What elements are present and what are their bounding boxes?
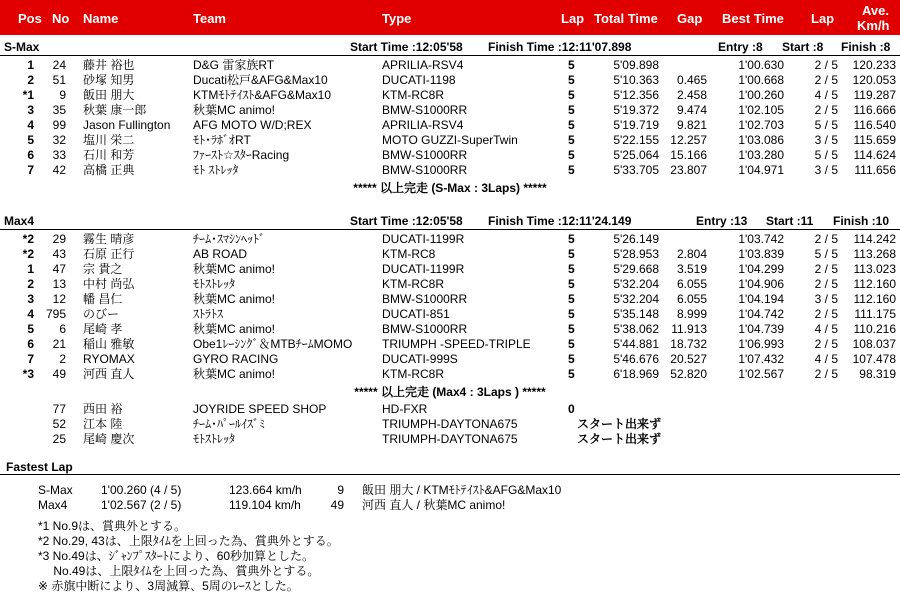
max4-section-title bbox=[0, 213, 900, 230]
team-name: ﾌｧｰｽﾄ☆ｽﾀｰRacing bbox=[193, 148, 290, 162]
team-name: ｽﾄﾗﾄｽ bbox=[193, 307, 224, 321]
team-name: JOYRIDE SPEED SHOP bbox=[193, 402, 327, 416]
machine-type: DUCATI-851 bbox=[382, 307, 450, 321]
machine-type: KTM-RC8R bbox=[382, 367, 444, 381]
no-cell: 795 bbox=[45, 307, 66, 321]
col-no: No bbox=[52, 11, 70, 26]
team-name: 秋葉MC animo! bbox=[193, 367, 276, 381]
ave-speed: 114.624 bbox=[853, 148, 896, 162]
total-time: 6'18.969 bbox=[613, 367, 659, 381]
rider-name: 石原 正行 bbox=[83, 247, 135, 261]
gap-cell: 9.474 bbox=[676, 103, 707, 117]
best-lap: 2 / 5 bbox=[814, 367, 838, 381]
no-cell: 49 bbox=[52, 367, 66, 381]
team-name: 秋葉MC animo! bbox=[193, 322, 276, 336]
best-time: 1'04.194 bbox=[738, 292, 784, 306]
table-row bbox=[0, 307, 900, 322]
team-name: AFG MOTO W/D;REX bbox=[193, 118, 312, 132]
col-lap: Lap bbox=[561, 11, 585, 26]
rider-name: 尾崎 孝 bbox=[83, 322, 123, 336]
no-cell: 29 bbox=[52, 232, 66, 246]
rider-name: 秋葉 康一郎 bbox=[83, 103, 147, 117]
laps-cell: 5 bbox=[568, 118, 575, 132]
table-row bbox=[0, 322, 900, 337]
ave-speed: 112.160 bbox=[853, 292, 896, 306]
best-lap: 2 / 5 bbox=[814, 262, 838, 276]
pos-cell: 3 bbox=[27, 292, 34, 306]
ave-speed: 113.268 bbox=[853, 247, 896, 261]
table-row bbox=[0, 352, 900, 367]
pos-cell: 2 bbox=[27, 277, 34, 291]
total-time: 5'09.898 bbox=[613, 58, 659, 72]
max4-class: Max4 bbox=[4, 214, 35, 228]
fastest-time: 1'00.260 (4 / 5) bbox=[101, 483, 182, 497]
total-time: 5'19.372 bbox=[613, 103, 659, 117]
machine-type: APRILIA-RSV4 bbox=[382, 118, 464, 132]
fastest-lap-title bbox=[0, 458, 900, 475]
ave-speed: 108.037 bbox=[852, 337, 896, 351]
fastest-row bbox=[0, 498, 900, 513]
status-cell: スタート出来ず bbox=[577, 432, 662, 446]
best-lap: 5 / 5 bbox=[814, 247, 838, 261]
no-cell: 42 bbox=[52, 163, 66, 177]
ave-speed: 116.540 bbox=[853, 118, 896, 132]
machine-type: BMW-S1000RR bbox=[382, 103, 468, 117]
gap-cell: 8.999 bbox=[676, 307, 707, 321]
table-row bbox=[0, 148, 900, 163]
pos-cell: 6 bbox=[27, 337, 34, 351]
laps-cell: 5 bbox=[568, 73, 575, 87]
team-name: ﾓﾄｽﾄﾚｯﾀ bbox=[193, 432, 236, 446]
rider-name: Jason Fullington bbox=[83, 118, 171, 132]
total-time: 5'38.062 bbox=[613, 322, 659, 336]
smax-complete-note: ***** 以上完走 (S-Max : 3Laps) ***** bbox=[353, 181, 547, 195]
gap-cell: 6.055 bbox=[676, 277, 707, 291]
pos-cell: *1 bbox=[22, 88, 34, 102]
total-time: 5'10.363 bbox=[613, 73, 659, 87]
no-cell: 2 bbox=[59, 352, 66, 366]
best-lap: 4 / 5 bbox=[814, 322, 838, 336]
fastest-speed: 119.104 km/h bbox=[229, 498, 301, 512]
footnote-line: *2 No.29, 43は、上限ﾀｲﾑを上回った為、賞典外とする。 bbox=[38, 534, 339, 548]
col-name: Name bbox=[83, 11, 119, 26]
max4-complete-note: ***** 以上完走 (Max4 : 3Laps ) ***** bbox=[354, 385, 546, 399]
machine-type: TRIUMPH-DAYTONA675 bbox=[382, 432, 518, 446]
gap-cell: 0.465 bbox=[676, 73, 707, 87]
gap-cell: 3.519 bbox=[676, 262, 707, 276]
table-row bbox=[0, 103, 900, 118]
machine-type: KTM-RC8R bbox=[382, 88, 444, 102]
footnote-line: ※ 赤旗中断により、3周減算、5周のﾚｰｽとした。 bbox=[38, 579, 299, 593]
no-cell: 32 bbox=[52, 133, 66, 147]
max4-entry: Entry :13 bbox=[696, 214, 748, 228]
pos-cell: *3 bbox=[22, 367, 34, 381]
laps-cell: 5 bbox=[568, 277, 575, 291]
pos-cell: 6 bbox=[27, 148, 34, 162]
team-name: AB ROAD bbox=[193, 247, 248, 261]
status-cell: スタート出来ず bbox=[577, 417, 662, 431]
fastest-speed: 123.664 km/h bbox=[229, 483, 302, 497]
col-team: Team bbox=[193, 11, 226, 26]
ave-speed: 113.023 bbox=[853, 262, 896, 276]
no-cell: 33 bbox=[52, 148, 66, 162]
col-gap: Gap bbox=[677, 11, 703, 26]
no-cell: 77 bbox=[52, 402, 66, 416]
gap-cell: 20.527 bbox=[670, 352, 707, 366]
no-cell: 51 bbox=[52, 73, 66, 87]
team-name: 秋葉MC animo! bbox=[193, 103, 276, 117]
best-time: 1'06.993 bbox=[738, 337, 784, 351]
machine-type: MOTO GUZZI-SuperTwin bbox=[382, 133, 518, 147]
ave-speed: 110.216 bbox=[853, 322, 896, 336]
no-cell: 25 bbox=[52, 432, 66, 446]
col-total-time: Total Time bbox=[594, 11, 658, 26]
footnote-line: *3 No.49は、ｼﾞｬﾝﾌﾟｽﾀｰﾄにより、60秒加算とした。 bbox=[38, 549, 315, 563]
ave-speed: 107.478 bbox=[852, 352, 896, 366]
best-lap: 2 / 5 bbox=[814, 232, 838, 246]
team-name: KTMﾓﾄﾃｲｽﾄ&AFG&Max10 bbox=[193, 88, 332, 102]
pos-cell: 7 bbox=[27, 163, 34, 177]
no-cell: 9 bbox=[59, 88, 66, 102]
best-time: 1'02.567 bbox=[738, 367, 784, 381]
pos-cell: 4 bbox=[27, 307, 34, 321]
rider-name: 石川 和芳 bbox=[83, 148, 135, 162]
rider-name: 砂塚 知男 bbox=[83, 73, 135, 87]
fastest-no: 9 bbox=[337, 483, 344, 497]
table-row bbox=[0, 163, 900, 178]
gap-cell: 2.458 bbox=[676, 88, 707, 102]
best-lap: 2 / 5 bbox=[814, 337, 838, 351]
rider-name: 藤井 裕也 bbox=[83, 58, 135, 72]
best-time: 1'02.703 bbox=[738, 118, 784, 132]
machine-type: DUCATI-1198 bbox=[382, 73, 456, 87]
rider-name: 塩川 栄二 bbox=[83, 133, 135, 147]
best-time: 1'00.630 bbox=[738, 58, 784, 72]
laps-cell: 5 bbox=[568, 148, 575, 162]
table-row bbox=[0, 337, 900, 352]
machine-type: BMW-S1000RR bbox=[382, 148, 468, 162]
table-row bbox=[0, 262, 900, 277]
total-time: 5'25.064 bbox=[613, 148, 659, 162]
rider-name: 宗 貴之 bbox=[83, 262, 123, 276]
best-lap: 3 / 5 bbox=[814, 133, 838, 147]
laps-cell: 5 bbox=[568, 262, 575, 276]
machine-type: APRILIA-RSV4 bbox=[382, 58, 464, 72]
laps-cell: 5 bbox=[568, 88, 575, 102]
team-name: ﾁｰﾑ･ﾊﾟｰﾙｲｽﾞﾐ bbox=[193, 417, 266, 431]
rider-name: 飯田 朋大 bbox=[83, 88, 135, 102]
table-row bbox=[0, 118, 900, 133]
max4-start-time: Start Time :12:05'58 bbox=[350, 214, 463, 228]
best-lap: 4 / 5 bbox=[814, 352, 838, 366]
gap-cell: 15.166 bbox=[670, 148, 707, 162]
total-time: 5'44.881 bbox=[613, 337, 659, 351]
best-time: 1'03.839 bbox=[738, 247, 784, 261]
smax-start: Start :8 bbox=[782, 40, 824, 54]
pos-cell: *2 bbox=[22, 247, 34, 261]
rider-name: 西田 裕 bbox=[83, 402, 123, 416]
team-name: ﾓﾄｽﾄﾚｯﾀ bbox=[193, 277, 236, 291]
no-cell: 24 bbox=[52, 58, 66, 72]
laps-cell: 5 bbox=[568, 292, 575, 306]
ave-speed: 114.242 bbox=[853, 232, 896, 246]
pos-cell: 3 bbox=[27, 103, 34, 117]
total-time: 5'32.204 bbox=[613, 292, 659, 306]
ave-speed: 119.287 bbox=[853, 88, 896, 102]
machine-type: KTM-RC8R bbox=[382, 277, 444, 291]
ave-speed: 120.053 bbox=[852, 73, 896, 87]
machine-type: BMW-S1000RR bbox=[382, 292, 468, 306]
no-cell: 12 bbox=[52, 292, 66, 306]
team-name: ﾓﾄ･ﾗﾎﾞｵRT bbox=[193, 133, 251, 147]
laps-cell: 5 bbox=[568, 352, 575, 366]
footnote-line: *1 No.9は、賞典外とする。 bbox=[38, 519, 187, 533]
rider-name: 中村 尚弘 bbox=[83, 277, 135, 291]
table-row bbox=[0, 292, 900, 307]
no-cell: 13 bbox=[52, 277, 66, 291]
smax-entry: Entry :8 bbox=[718, 40, 763, 54]
table-row bbox=[0, 58, 900, 73]
best-time: 1'02.105 bbox=[738, 103, 784, 117]
team-name: ﾓﾄ ｽﾄﾚｯﾀ bbox=[193, 163, 239, 177]
pos-cell: 1 bbox=[27, 58, 34, 72]
pos-cell: 5 bbox=[27, 322, 34, 336]
total-time: 5'32.204 bbox=[613, 277, 659, 291]
best-time: 1'00.260 bbox=[738, 88, 784, 102]
pos-cell: *2 bbox=[22, 232, 34, 246]
laps-cell: 5 bbox=[568, 337, 575, 351]
no-cell: 99 bbox=[52, 118, 66, 132]
laps-cell: 5 bbox=[568, 247, 575, 261]
pos-cell: 5 bbox=[27, 133, 34, 147]
smax-finish-time: Finish Time :12:11'07.898 bbox=[488, 40, 632, 54]
best-time: 1'03.086 bbox=[738, 133, 784, 147]
footnote-line: No.49は、上限ﾀｲﾑを上回った為、賞典外とする。 bbox=[38, 564, 320, 578]
gap-cell: 18.732 bbox=[670, 337, 707, 351]
rider-name: 江本 陸 bbox=[83, 417, 123, 431]
best-lap: 2 / 5 bbox=[814, 73, 838, 87]
team-name: 秋葉MC animo! bbox=[193, 292, 276, 306]
gap-cell: 9.821 bbox=[676, 118, 707, 132]
ave-speed: 112.160 bbox=[853, 277, 896, 291]
ave-speed: 120.233 bbox=[852, 58, 896, 72]
machine-type: DUCATI-999S bbox=[382, 352, 458, 366]
best-time: 1'04.299 bbox=[738, 262, 784, 276]
table-row bbox=[0, 367, 900, 382]
gap-cell: 12.257 bbox=[670, 133, 707, 147]
total-time: 5'12.356 bbox=[613, 88, 659, 102]
machine-type: TRIUMPH-DAYTONA675 bbox=[382, 417, 518, 431]
machine-type: HD-FXR bbox=[382, 402, 428, 416]
fastest-row bbox=[0, 483, 900, 498]
gap-cell: 52.820 bbox=[670, 367, 707, 381]
team-name: Ducati松戸&AFG&Max10 bbox=[193, 73, 328, 87]
col-best-lap: Lap bbox=[811, 11, 835, 26]
rider-name: のびー bbox=[83, 307, 120, 321]
gap-cell: 23.807 bbox=[670, 163, 707, 177]
best-time: 1'03.280 bbox=[738, 148, 784, 162]
best-lap: 2 / 5 bbox=[814, 307, 838, 321]
team-name: GYRO RACING bbox=[193, 352, 279, 366]
smax-finish: Finish :8 bbox=[841, 40, 891, 54]
machine-type: TRIUMPH -SPEED-TRIPLE bbox=[382, 337, 531, 351]
no-cell: 52 bbox=[52, 417, 66, 431]
rider-name: 稲山 雅敏 bbox=[83, 337, 135, 351]
total-time: 5'46.676 bbox=[613, 352, 659, 366]
no-cell: 21 bbox=[52, 337, 66, 351]
ave-speed: 111.175 bbox=[854, 307, 896, 321]
pos-cell: 4 bbox=[27, 118, 34, 132]
machine-type: DUCATI-1199R bbox=[382, 262, 465, 276]
table-row bbox=[0, 73, 900, 88]
total-time: 5'35.148 bbox=[613, 307, 659, 321]
best-lap: 3 / 5 bbox=[814, 292, 838, 306]
table-row bbox=[0, 232, 900, 247]
best-time: 1'03.742 bbox=[738, 232, 784, 246]
laps-cell: 5 bbox=[568, 163, 575, 177]
fastest-rider: 河西 直人 / 秋葉MC animo! bbox=[362, 498, 506, 512]
best-time: 1'00.668 bbox=[738, 73, 784, 87]
machine-type: KTM-RC8 bbox=[382, 247, 436, 261]
smax-start-time: Start Time :12:05'58 bbox=[350, 40, 463, 54]
status-cell: 0 bbox=[568, 402, 575, 416]
pos-cell: 7 bbox=[27, 352, 34, 366]
smax-class: S-Max bbox=[4, 40, 40, 54]
results-header bbox=[0, 0, 900, 35]
col-type: Type bbox=[382, 11, 412, 26]
best-time: 1'04.742 bbox=[738, 307, 784, 321]
table-row bbox=[0, 88, 900, 103]
table-row bbox=[0, 277, 900, 292]
laps-cell: 5 bbox=[568, 307, 575, 321]
col-ave-2: Km/h bbox=[857, 18, 890, 33]
pos-cell: 1 bbox=[27, 262, 34, 276]
machine-type: BMW-S1000RR bbox=[382, 322, 468, 336]
max4-start: Start :11 bbox=[766, 214, 814, 228]
fastest-rider: 飯田 朋大 / KTMﾓﾄﾃｲｽﾄ&AFG&Max10 bbox=[362, 483, 562, 497]
col-best-time: Best Time bbox=[722, 11, 784, 26]
best-lap: 5 / 5 bbox=[814, 148, 838, 162]
laps-cell: 5 bbox=[568, 367, 575, 381]
table-row bbox=[0, 417, 900, 432]
rider-name: RYOMAX bbox=[83, 352, 135, 366]
col-ave-1: Ave. bbox=[862, 3, 889, 18]
ave-speed: 116.666 bbox=[853, 103, 896, 117]
laps-cell: 5 bbox=[568, 322, 575, 336]
laps-cell: 5 bbox=[568, 232, 575, 246]
best-lap: 3 / 5 bbox=[814, 163, 838, 177]
best-lap: 2 / 5 bbox=[814, 58, 838, 72]
ave-speed: 98.319 bbox=[859, 367, 896, 381]
best-time: 1'04.739 bbox=[738, 322, 784, 336]
no-cell: 6 bbox=[59, 322, 66, 336]
fastest-no: 49 bbox=[330, 498, 344, 512]
ave-speed: 111.656 bbox=[854, 163, 896, 177]
no-cell: 43 bbox=[52, 247, 66, 261]
best-lap: 2 / 5 bbox=[814, 277, 838, 291]
machine-type: DUCATI-1199R bbox=[382, 232, 465, 246]
team-name: D&G 雷家族RT bbox=[193, 58, 275, 72]
no-cell: 35 bbox=[52, 103, 66, 117]
best-time: 1'04.906 bbox=[738, 277, 784, 291]
total-time: 5'26.149 bbox=[613, 232, 659, 246]
table-row bbox=[0, 432, 900, 447]
fastest-lap-label: Fastest Lap bbox=[6, 460, 73, 474]
max4-finish: Finish :10 bbox=[833, 214, 890, 228]
rider-name: 尾崎 慶次 bbox=[83, 432, 135, 446]
rider-name: 高橋 正典 bbox=[83, 163, 135, 177]
total-time: 5'28.953 bbox=[613, 247, 659, 261]
fastest-time: 1'02.567 (2 / 5) bbox=[101, 498, 182, 512]
smax-section-title bbox=[0, 39, 900, 56]
best-time: 1'04.971 bbox=[738, 163, 784, 177]
no-cell: 47 bbox=[52, 262, 66, 276]
max4-finish-time: Finish Time :12:11'24.149 bbox=[488, 214, 632, 228]
rider-name: 幡 昌仁 bbox=[83, 292, 123, 306]
total-time: 5'33.705 bbox=[613, 163, 659, 177]
gap-cell: 6.055 bbox=[676, 292, 707, 306]
gap-cell: 2.804 bbox=[676, 247, 707, 261]
pos-cell: 2 bbox=[27, 73, 34, 87]
total-time: 5'19.719 bbox=[613, 118, 659, 132]
best-time: 1'07.432 bbox=[738, 352, 784, 366]
best-lap: 5 / 5 bbox=[814, 118, 838, 132]
table-row bbox=[0, 133, 900, 148]
team-name: ﾁｰﾑ･ｽﾏｼﾝﾍｯﾄﾞ bbox=[193, 232, 266, 246]
laps-cell: 5 bbox=[568, 103, 575, 117]
machine-type: BMW-S1000RR bbox=[382, 163, 468, 177]
team-name: 秋葉MC animo! bbox=[193, 262, 276, 276]
gap-cell: 11.913 bbox=[671, 322, 707, 336]
rider-name: 河西 直人 bbox=[83, 367, 135, 381]
laps-cell: 5 bbox=[568, 58, 575, 72]
table-row bbox=[0, 247, 900, 262]
total-time: 5'22.155 bbox=[613, 133, 659, 147]
col-pos: Pos bbox=[18, 11, 42, 26]
laps-cell: 5 bbox=[568, 133, 575, 147]
rider-name: 霧生 晴彦 bbox=[83, 232, 135, 246]
best-lap: 4 / 5 bbox=[814, 88, 838, 102]
team-name: Obe1ﾚｰｼﾝｸﾞ＆MTBﾁｰﾑMOMO bbox=[193, 337, 353, 351]
total-time: 5'29.668 bbox=[613, 262, 659, 276]
class-name: S-Max bbox=[38, 483, 73, 497]
class-name: Max4 bbox=[38, 498, 68, 512]
ave-speed: 115.659 bbox=[853, 133, 896, 147]
best-lap: 2 / 5 bbox=[814, 103, 838, 117]
table-row bbox=[0, 402, 900, 417]
